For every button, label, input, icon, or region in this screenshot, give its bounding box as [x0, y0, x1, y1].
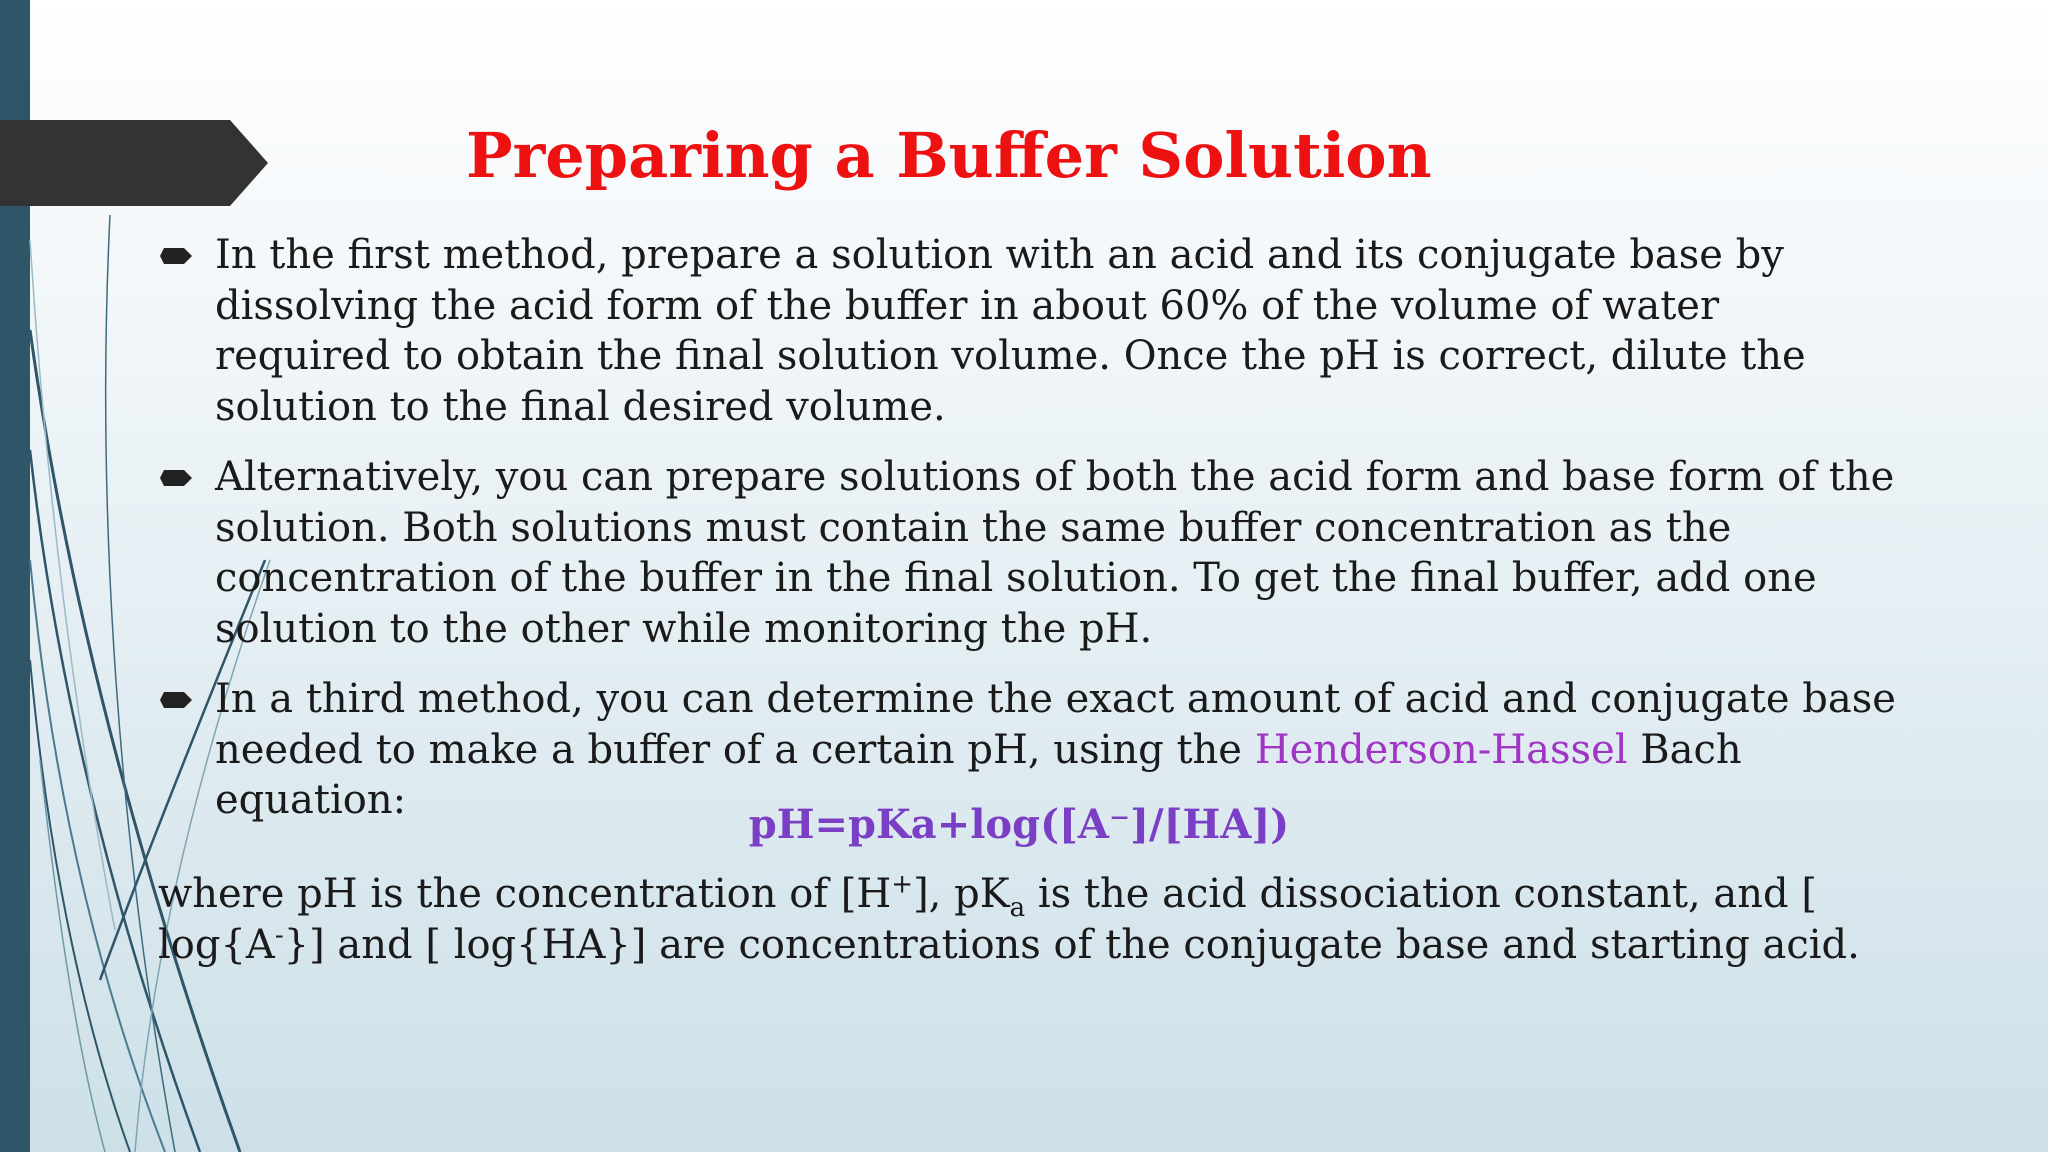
- superscript-minus: -: [274, 920, 284, 951]
- title-tab-arrow: [0, 120, 268, 206]
- bullet-text-before: In a third method, you can determine the exact amount of acid and conjugate base needed to make a buffer of a certain pH, using the: [215, 676, 1896, 773]
- explanation-text: where pH is the concentration of [H: [158, 871, 892, 917]
- arrow-bullet-icon: [160, 690, 194, 710]
- henderson-hasselbach-link[interactable]: Henderson-Hassel: [1254, 726, 1628, 773]
- explanation-text: is the acid dissociation constant, and [ log{A: [158, 871, 1817, 968]
- explanation-text: }] and [ log{HA}] are concentrations of the conjugate base and starting acid.: [283, 922, 1860, 968]
- equation-explanation: [158, 869, 1918, 971]
- bullet-text-after: Bach equation:: [215, 726, 1742, 823]
- superscript-plus: +: [891, 869, 914, 900]
- subscript-a: a: [1009, 893, 1026, 923]
- arrow-bullet-icon: [160, 246, 194, 266]
- slide-title: Preparing a Buffer Solution: [466, 119, 1432, 192]
- henderson-hasselbach-equation: pH=pKa+log([A⁻]/[HA]): [748, 801, 1290, 848]
- bullet-list: [160, 230, 1900, 846]
- explanation-text: ], pK: [913, 871, 1010, 917]
- bullet-text: Alternatively, you can prepare solutions of both the acid form and base form of the solution. Both solutions must contain the same buffer concentration as the concentration of the buffer in the final solution. To get the final buffer, add one solution to the other while monitoring the pH.: [215, 454, 1895, 652]
- bullet-text: In the first method, prepare a solution with an acid and its conjugate base by dissolving the acid form of the buffer in about 60% of the volume of water required to obtain the final solution volume. Once the pH is correct, dilute the solution to the final desired volume.: [215, 232, 1806, 430]
- arrow-bullet-icon: [160, 468, 194, 488]
- equation-block: [0, 797, 2048, 853]
- bullet-item-alternative-method: [160, 452, 1900, 654]
- bullet-item-first-method: [160, 230, 1900, 432]
